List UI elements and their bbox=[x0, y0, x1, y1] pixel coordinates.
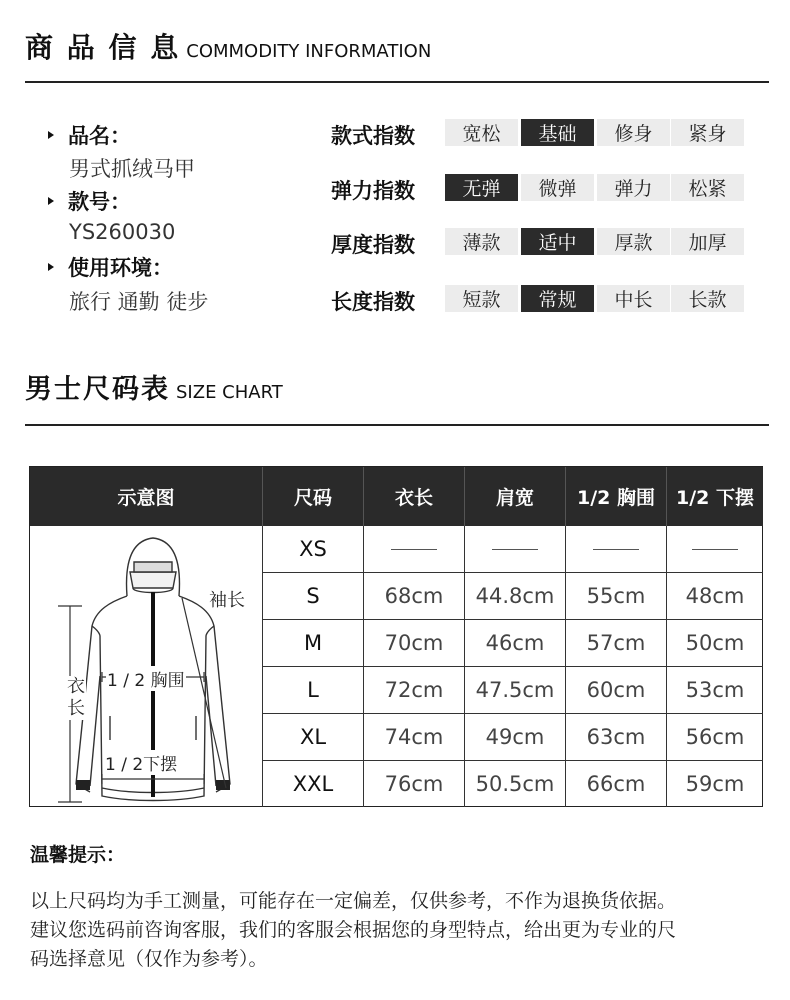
size-cell: XS bbox=[263, 526, 364, 573]
size-chart-section-title bbox=[25, 376, 283, 403]
index-option-selected: 适中 bbox=[521, 228, 594, 255]
commodity-title-en: COMMODITY INFORMATION bbox=[186, 41, 432, 62]
table-cell: 50.5cm bbox=[465, 761, 566, 807]
commodity-title-cn: 商 品 信 息 bbox=[25, 31, 181, 64]
empty-value-dash bbox=[692, 549, 738, 550]
table-cell: 74cm bbox=[364, 714, 465, 761]
index-option: 弹力 bbox=[597, 174, 670, 201]
table-cell: 60cm bbox=[566, 667, 667, 714]
table-cell bbox=[667, 526, 763, 573]
diagram-label-length: 衣长 bbox=[67, 676, 85, 719]
bullet-triangle-icon bbox=[48, 197, 54, 205]
table-cell: 63cm bbox=[566, 714, 667, 761]
tips-line: 建议您选码前咨询客服，我们的客服会根据您的身型特点，给出更为专业的尺 bbox=[30, 919, 677, 941]
table-cell: 70cm bbox=[364, 620, 465, 667]
bullet-triangle-icon bbox=[48, 131, 54, 139]
bullet-triangle-icon bbox=[48, 263, 54, 271]
empty-value-dash bbox=[391, 549, 437, 550]
index-label: 厚度指数 bbox=[331, 233, 415, 257]
index-option: 微弹 bbox=[521, 174, 594, 201]
info-key-label: 款号： bbox=[68, 190, 131, 214]
table-cell: 53cm bbox=[667, 667, 763, 714]
table-cell: 48cm bbox=[667, 573, 763, 620]
table-cell: 46cm bbox=[465, 620, 566, 667]
size-cell: L bbox=[263, 667, 364, 714]
index-option: 厚款 bbox=[597, 228, 670, 255]
info-key-name bbox=[48, 120, 131, 150]
section-divider bbox=[25, 424, 769, 426]
index-option: 长款 bbox=[671, 285, 744, 312]
table-header-cell: 尺码 bbox=[263, 467, 364, 526]
diagram-label-sleeve: 袖长 bbox=[208, 586, 246, 612]
index-option: 紧身 bbox=[671, 119, 744, 146]
size-cell: XL bbox=[263, 714, 364, 761]
info-key-label: 使用环境： bbox=[68, 256, 173, 280]
index-option: 松紧 bbox=[671, 174, 744, 201]
table-cell: 44.8cm bbox=[465, 573, 566, 620]
table-cell: 76cm bbox=[364, 761, 465, 807]
info-key-label: 品名： bbox=[68, 124, 131, 148]
tips-line: 以上尺码均为手工测量，可能存在一定偏差，仅供参考，不作为退换货依据。 bbox=[30, 890, 677, 912]
index-option: 加厚 bbox=[671, 228, 744, 255]
table-header-cell: 衣长 bbox=[364, 467, 465, 526]
diagram-label-chest: 1 / 2 胸围 bbox=[106, 666, 186, 691]
table-cell: 66cm bbox=[566, 761, 667, 807]
table-cell: 55cm bbox=[566, 573, 667, 620]
diagram-cell bbox=[30, 526, 263, 807]
section-divider bbox=[25, 81, 769, 83]
index-option-selected: 无弹 bbox=[445, 174, 518, 201]
size-cell: M bbox=[263, 620, 364, 667]
index-option-selected: 基础 bbox=[521, 119, 594, 146]
tips-title: 温馨提示： bbox=[30, 844, 126, 866]
table-header-cell: 肩宽 bbox=[465, 467, 566, 526]
empty-value-dash bbox=[593, 549, 639, 550]
index-option: 宽松 bbox=[445, 119, 518, 146]
info-value-name: 男式抓绒马甲 bbox=[69, 157, 195, 181]
table-cell: 57cm bbox=[566, 620, 667, 667]
info-value-environment: 旅行 通勤 徒步 bbox=[69, 290, 209, 314]
size-chart-title-cn: 男士尺码表 bbox=[25, 374, 170, 405]
size-cell: S bbox=[263, 573, 364, 620]
table-cell: 50cm bbox=[667, 620, 763, 667]
index-option: 短款 bbox=[445, 285, 518, 312]
empty-value-dash bbox=[492, 549, 538, 550]
table-cell: 68cm bbox=[364, 573, 465, 620]
info-key-environment bbox=[48, 252, 173, 282]
size-table bbox=[29, 466, 763, 807]
index-option: 中长 bbox=[597, 285, 670, 312]
table-cell: 56cm bbox=[667, 714, 763, 761]
index-option: 修身 bbox=[597, 119, 670, 146]
table-cell: 49cm bbox=[465, 714, 566, 761]
table-cell bbox=[364, 526, 465, 573]
table-cell: 59cm bbox=[685, 772, 745, 796]
table-header-cell: 1/2 下摆 bbox=[667, 467, 763, 526]
size-chart-title-en: SIZE CHART bbox=[176, 382, 283, 403]
index-label: 弹力指数 bbox=[331, 179, 415, 203]
table-cell bbox=[566, 526, 667, 573]
index-label: 款式指数 bbox=[331, 124, 415, 148]
index-option: 薄款 bbox=[445, 228, 518, 255]
index-label: 长度指数 bbox=[331, 290, 415, 314]
tips-line: 码选择意见（仅作为参考）。 bbox=[30, 948, 268, 970]
size-cell: XXL bbox=[263, 761, 364, 807]
info-value-model: YS260030 bbox=[69, 220, 176, 244]
commodity-section-title bbox=[25, 31, 432, 64]
table-header-cell: 示意图 bbox=[30, 467, 263, 526]
index-option-selected: 常规 bbox=[521, 285, 594, 312]
info-key-model bbox=[48, 186, 131, 216]
table-cell: 72cm bbox=[364, 667, 465, 714]
table-cell bbox=[465, 526, 566, 573]
table-cell: 47.5cm bbox=[465, 667, 566, 714]
diagram-label-hem: 1 / 2下摆 bbox=[104, 750, 178, 775]
table-header-cell: 1/2 胸围 bbox=[566, 467, 667, 526]
